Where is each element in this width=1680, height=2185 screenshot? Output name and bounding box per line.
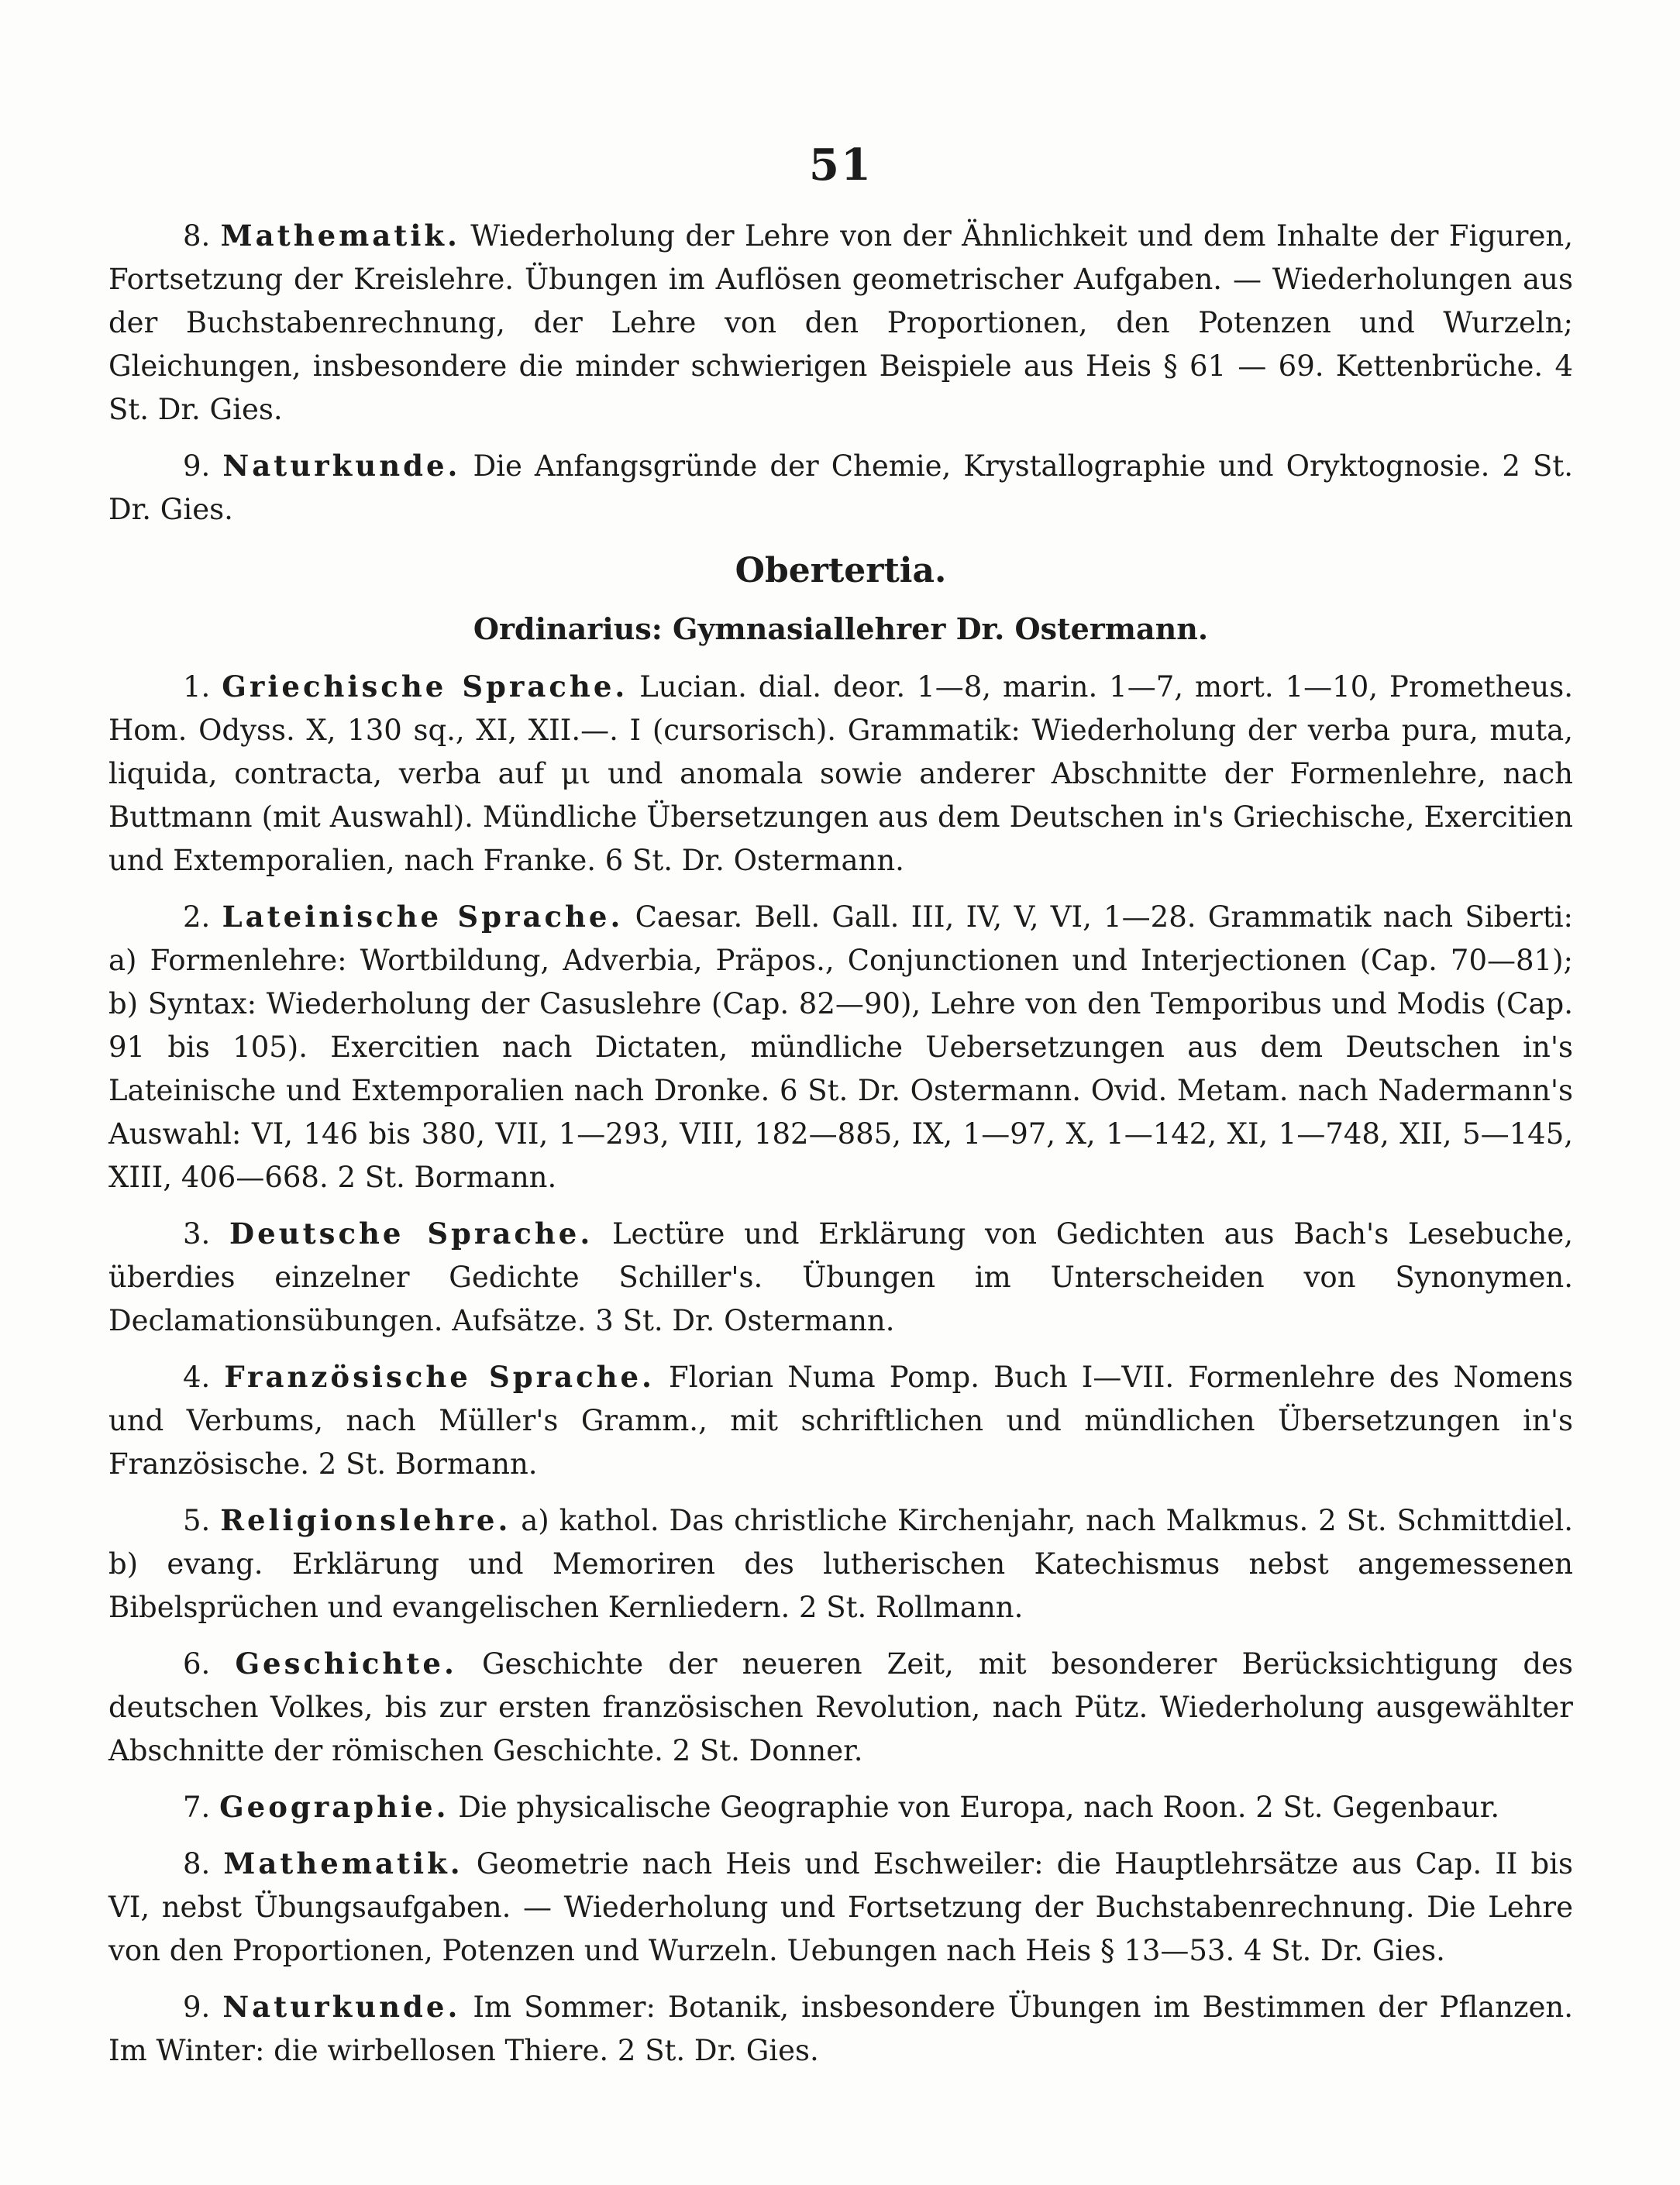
paragraph-text: Wiederholung der Lehre von der Ähnlichkeit und dem Inhalte der Figuren, Fortsetzung der Kreislehre. Übungen im Auflösen geometrischer Aufgaben. — Wiederholungen aus der Buchstabenrechnung, der Lehre von den Proportionen, den Potenzen und Wurzeln; Gleichungen, insbesondere die minder schwierigen Beispiele aus Heis § 61 — 69. Kettenbrüche. 4 St. Dr. Gies. (108, 219, 1573, 426)
section-heading: Obertertia. (735, 551, 947, 590)
subject-label: Naturkunde. (222, 1990, 461, 2024)
paragraph-religion: 5. Religionslehre. a) kathol. Das christliche Kirchenjahr, nach Malkmus. 2 St. Schmittdiel. b) evang. Erklärung und Memoriren des lutherischen Katechismus nebst angemessenen Bibelsprüchen und evangelischen Kernliedern. 2 St. Rollmann. (108, 1503, 1574, 1624)
document-page (108, 139, 1573, 2085)
subject-label: Griechische Sprache. (222, 669, 628, 704)
subject-label: Lateinische Sprache. (222, 900, 624, 934)
paragraph-text: Die physicalische Geographie von Europa, nach Roon. 2 St. Gegenbaur. (458, 1791, 1500, 1824)
subject-label: Geschichte. (235, 1646, 457, 1681)
paragraph-naturkunde: 9. Naturkunde. Im Sommer: Botanik, insbesondere Übungen im Bestimmen der Pflanzen. Im Winter: die wirbellosen Thiere. 2 St. Dr. Gies. (108, 1990, 1573, 2067)
paragraph-text: Geometrie nach Heis und Eschweiler: die Hauptlehrsätze aus Cap. II bis VI, nebst Übungsaufgaben. — Wiederholung und Fortsetzung der Buchstabenrechnung. Die Lehre von den Proportionen, Potenzen und Wurzeln. Uebungen nach Heis § 13—53. 4 St. Dr. Gies. (108, 1847, 1573, 1967)
paragraph-text: Geschichte der neueren Zeit, mit besonderer Berücksichtigung des deutschen Volkes, bis zur ersten französischen Revolution, nach Pütz. Wiederholung ausgewählter Abschnitte der römischen Geschichte. 2 St. Donner. (108, 1647, 1573, 1767)
subject-label: Geographie. (219, 1790, 449, 1824)
paragraph-latein: 2. Lateinische Sprache. Caesar. Bell. Gall. III, IV, V, VI, 1—28. Grammatik nach Siberti: a) Formenlehre: Wortbildung, Adverbia, Präpos., Conjunctionen und Interjectionen (Cap. 70—81); b) Syntax: Wiederholung der Casuslehre (Cap. 82—90), Lehre von den Temporibus und Modis (Cap. 91 bis 105). Exercitien nach Dictaten, mündliche Uebersetzungen aus dem Deutschen in's Lateinische und Extemporalien nach Dronke. 6 St. Dr. Ostermann. Ovid. Metam. nach Nadermann's Auswahl: VI, 146 bis 380, VII, 1—293, VIII, 182—885, IX, 1—97, X, 1—142, XI, 1—748, XII, 5—145, XIII, 406—668. 2 St. Bormann. (108, 900, 1574, 1194)
paragraph-text: Lectüre und Erklärung von Gedichten aus Bach's Lesebuche, überdies einzelner Gedichte Schiller's. Übungen im Unterscheiden von Synonymen. Declamationsübungen. Aufsätze. 3 St. Dr. Ostermann. (108, 1217, 1573, 1337)
subject-label: Deutsche Sprache. (229, 1216, 594, 1251)
subject-label: Religionslehre. (220, 1503, 511, 1537)
subject-label: Naturkunde. (222, 449, 461, 483)
paragraph-deutsch: 3. Deutsche Sprache. Lectüre und Erklärung von Gedichten aus Bach's Lesebuche, überdies einzelner Gedichte Schiller's. Übungen im Unterscheiden von Synonymen. Declamationsübungen. Aufsätze. 3 St. Dr. Ostermann. (108, 1216, 1573, 1337)
subject-label: Mathematik. (223, 1846, 463, 1880)
paragraph-geographie: 7. Geographie. Die physicalische Geographie von Europa, nach Roon. 2 St. Gegenbaur. (183, 1790, 1500, 1824)
paragraph-prev-naturkunde: 9. Naturkunde. Die Anfangsgründe der Chemie, Krystallographie und Oryktognosie. 2 St. Dr. Gies. (108, 449, 1573, 526)
paragraph-geschichte: 6. Geschichte. Geschichte der neueren Zeit, mit besonderer Berücksichtigung des deutschen Volkes, bis zur ersten französischen Revolution, nach Pütz. Wiederholung ausgewählter Abschnitte der römischen Geschichte. 2 St. Donner. (108, 1646, 1573, 1767)
subject-label: Französische Sprache. (224, 1360, 655, 1394)
paragraph-text: Die Anfangsgründe der Chemie, Krystallographie und Oryktognosie. 2 St. Dr. Gies. (108, 449, 1573, 526)
paragraph-franzoesisch: 4. Französische Sprache. Florian Numa Pomp. Buch I—VII. Formenlehre des Nomens und Verbums, nach Müller's Gramm., mit schriftlichen und mündlichen Übersetzungen in's Französische. 2 St. Bormann. (108, 1360, 1573, 1481)
paragraph-text: Florian Numa Pomp. Buch I—VII. Formenlehre des Nomens und Verbums, nach Müller's Gramm., mit schriftlichen und mündlichen Übersetzungen in's Französische. 2 St. Bormann. (108, 1361, 1573, 1481)
paragraph-griechisch: 1. Griechische Sprache. Lucian. dial. deor. 1—8, marin. 1—7, mort. 1—10, Prometheus. Hom. Odyss. X, 130 sq., XI, XII.—. I (cursorisch). Grammatik: Wiederholung der verba pura, muta, liquida, contracta, verba auf μι und anomala sowie anderer Abschnitte der Formenlehre, nach Buttmann (mit Auswahl). Mündliche Übersetzungen aus dem Deutschen in's Griechische, Exercitien und Extemporalien, nach Franke. 6 St. Dr. Ostermann. (108, 669, 1573, 877)
paragraph-prev-mathematik: 8. Mathematik. Wiederholung der Lehre von der Ähnlichkeit und dem Inhalte der Figuren, Fortsetzung der Kreislehre. Übungen im Auflösen geometrischer Aufgaben. — Wiederholungen aus der Buchstabenrechnung, der Lehre von den Proportionen, den Potenzen und Wurzeln; Gleichungen, insbesondere die minder schwierigen Beispiele aus Heis § 61 — 69. Kettenbrüche. 4 St. Dr. Gies. (108, 218, 1573, 426)
paragraph-text: Caesar. Bell. Gall. III, IV, V, VI, 1—28. Grammatik nach Siberti: a) Formenlehre: Wortbildung, Adverbia, Präpos., Conjunctionen und Interjectionen (Cap. 70—81); b) Syntax: Wiederholung der Casuslehre (Cap. 82—90), Lehre von den Temporibus und Modis (Cap. 91 bis 105). Exercitien nach Dictaten, mündliche Uebersetzungen aus dem Deutschen in's Lateinische und Extemporalien nach Dronke. 6 St. Dr. Ostermann. Ovid. Metam. nach Nadermann's Auswahl: VI, 146 bis 380, VII, 1—293, VIII, 182—885, IX, 1—97, X, 1—142, XI, 1—748, XII, 5—145, XIII, 406—668. 2 St. Bormann. (108, 900, 1574, 1194)
page-number: 51 (809, 139, 873, 191)
paragraph-mathematik: 8. Mathematik. Geometrie nach Heis und Eschweiler: die Hauptlehrsätze aus Cap. II bis VI, nebst Übungsaufgaben. — Wiederholung und Fortsetzung der Buchstabenrechnung. Die Lehre von den Proportionen, Potenzen und Wurzeln. Uebungen nach Heis § 13—53. 4 St. Dr. Gies. (108, 1846, 1573, 1967)
paragraph-text: Im Sommer: Botanik, insbesondere Übungen im Bestimmen der Pflanzen. Im Winter: die wirbellosen Thiere. 2 St. Dr. Gies. (108, 1991, 1573, 2067)
subject-label: Mathematik. (220, 218, 460, 253)
paragraph-text: Lucian. dial. deor. 1—8, marin. 1—7, mort. 1—10, Prometheus. Hom. Odyss. X, 130 sq., XI, XII.—. I (cursorisch). Grammatik: Wiederholung der verba pura, muta, liquida, contracta, verba auf μι und anomala sowie anderer Abschnitte der Formenlehre, nach Buttmann (mit Auswahl). Mündliche Übersetzungen aus dem Deutschen in's Griechische, Exercitien und Extemporalien, nach Franke. 6 St. Dr. Ostermann. (108, 670, 1573, 877)
paragraph-text: a) kathol. Das christliche Kirchenjahr, nach Malkmus. 2 St. Schmittdiel. b) evang. Erklärung und Memoriren des lutherischen Katechismus nebst angemessenen Bibelsprüchen und evangelischen Kernliedern. 2 St. Rollmann. (108, 1504, 1574, 1624)
ordinarius-line: Ordinarius: Gymnasiallehrer Dr. Ostermann. (473, 611, 1209, 646)
